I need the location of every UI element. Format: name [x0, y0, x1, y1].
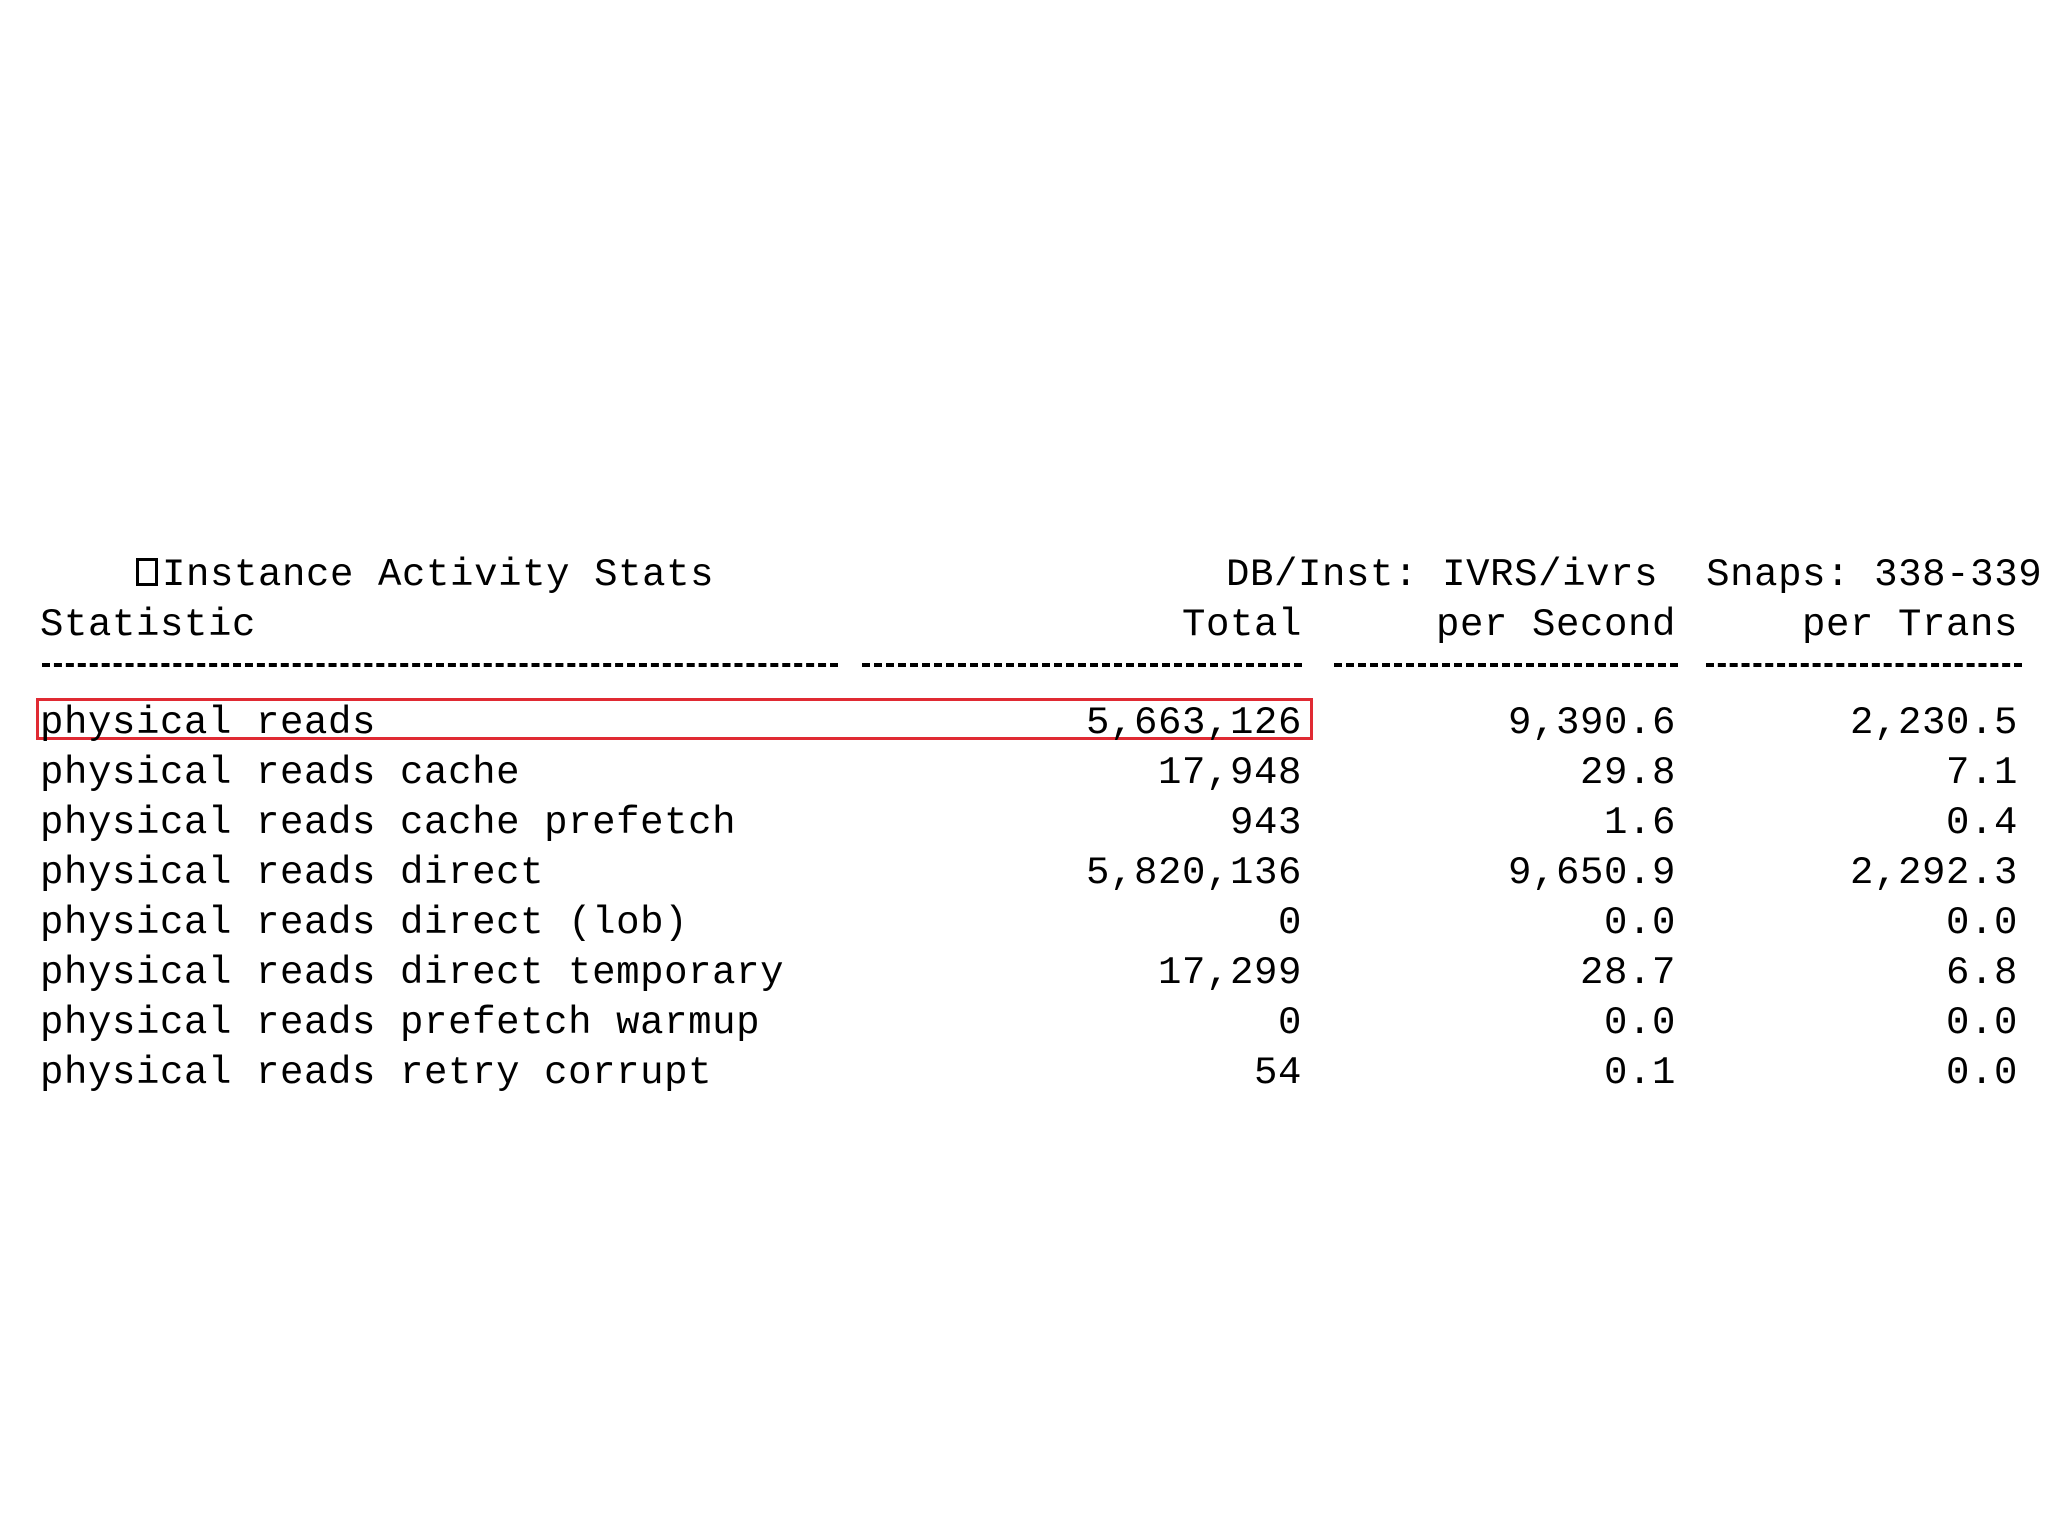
- cell-total: 5,820,136: [1085, 851, 1302, 895]
- separator-total: [862, 663, 1302, 667]
- column-header-total: Total: [1181, 603, 1302, 647]
- cell-per-second: 0.1: [1603, 1051, 1676, 1095]
- cell-per-trans: 6.8: [1945, 951, 2018, 995]
- column-header-per-second: per Second: [1435, 603, 1676, 647]
- box-glyph-icon: [136, 558, 158, 586]
- db-inst-label: DB/Inst:: [1226, 553, 1419, 597]
- cell-total: 0: [1277, 1001, 1302, 1045]
- cell-statistic: physical reads: [40, 701, 377, 745]
- column-header-statistic: Statistic: [40, 603, 257, 647]
- cell-statistic: physical reads direct (lob): [40, 901, 689, 945]
- cell-per-second: 0.0: [1603, 1001, 1676, 1045]
- cell-total: 17,948: [1157, 751, 1302, 795]
- db-inst-info: [1130, 500, 2043, 597]
- separator-per-second: [1334, 663, 1678, 667]
- cell-per-trans: 0.0: [1945, 1001, 2018, 1045]
- cell-statistic: physical reads direct temporary: [40, 951, 785, 995]
- cell-per-trans: 7.1: [1945, 751, 2018, 795]
- cell-total: 943: [1229, 801, 1302, 845]
- cell-total: 54: [1253, 1051, 1302, 1095]
- cell-per-trans: 2,292.3: [1849, 851, 2018, 895]
- db-inst-value: IVRS/ivrs: [1442, 553, 1659, 597]
- cell-per-trans: 0.4: [1945, 801, 2018, 845]
- cell-per-second: 9,390.6: [1507, 701, 1676, 745]
- cell-statistic: physical reads cache: [40, 751, 521, 795]
- cell-per-second: 29.8: [1579, 751, 1676, 795]
- cell-per-second: 0.0: [1603, 901, 1676, 945]
- separator-per-trans: [1706, 663, 2022, 667]
- cell-per-trans: 0.0: [1945, 1051, 2018, 1095]
- column-header-per-trans: per Trans: [1801, 603, 2018, 647]
- snaps-value: 338-339: [1874, 553, 2043, 597]
- cell-per-second: 28.7: [1579, 951, 1676, 995]
- cell-statistic: physical reads prefetch warmup: [40, 1001, 761, 1045]
- cell-per-trans: 2,230.5: [1849, 701, 2018, 745]
- cell-per-trans: 0.0: [1945, 901, 2018, 945]
- cell-statistic: physical reads retry corrupt: [40, 1051, 713, 1095]
- separator-statistic: [42, 663, 838, 667]
- report-title: Instance Activity Stats: [162, 553, 715, 597]
- report-title-line: [40, 500, 940, 597]
- snaps-label: Snaps:: [1706, 553, 1851, 597]
- cell-per-second: 1.6: [1603, 801, 1676, 845]
- cell-statistic: physical reads cache prefetch: [40, 801, 737, 845]
- cell-statistic: physical reads direct: [40, 851, 545, 895]
- cell-total: 0: [1277, 901, 1302, 945]
- cell-per-second: 9,650.9: [1507, 851, 1676, 895]
- cell-total: 5,663,126: [1085, 701, 1302, 745]
- cell-total: 17,299: [1157, 951, 1302, 995]
